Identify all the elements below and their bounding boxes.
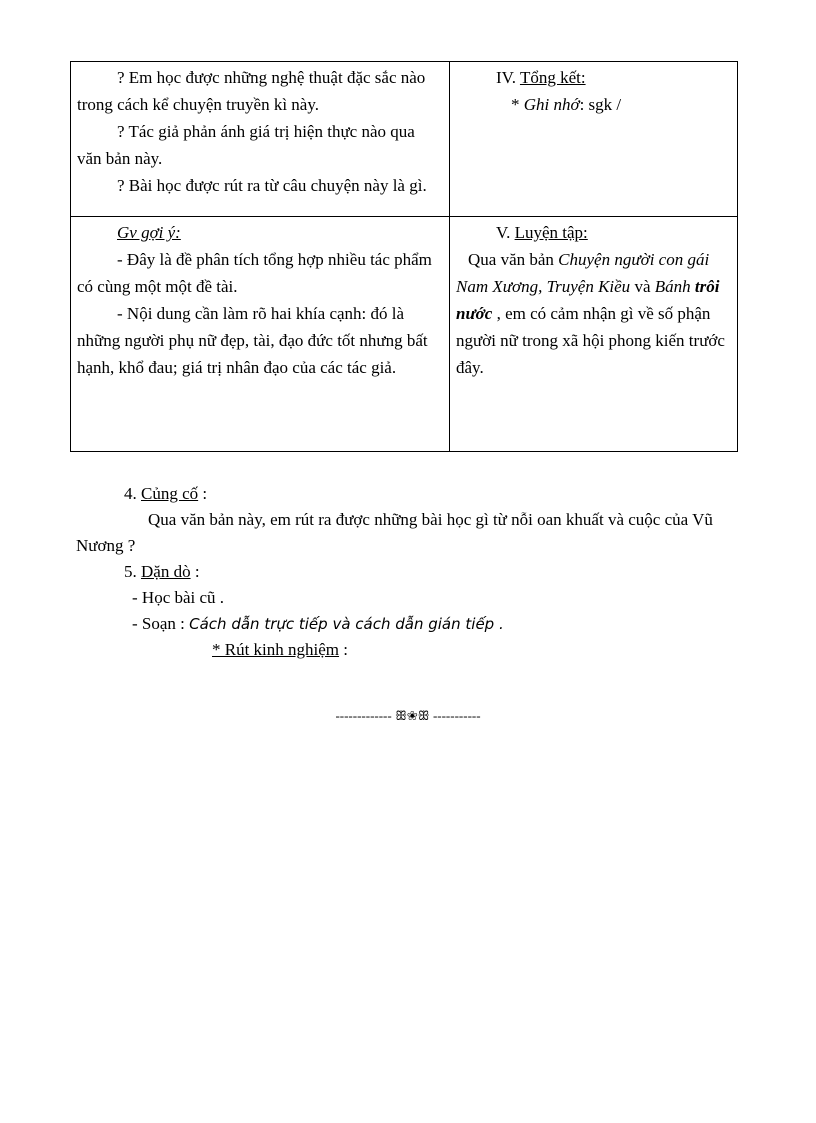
experience-heading: * Rút kinh nghiệm : [212,640,349,659]
practice-text: Qua văn bản Chuyện người con gái Nam Xương, Truyện Kiều và Bánh trôi nước , em có cảm nhận gì về số phận người nữ trong xã hội phong kiến trước đây. [456,250,725,377]
table-row [71,62,738,217]
consolidate-heading: 4. Củng cố : [124,484,208,503]
hint-paragraph-1: - Đây là đề phân tích tổng hợp nhiều tác phẩm có cùng một một đề tài. [77,250,432,296]
question-2: ? Tác giả phản ánh giá trị hiện thực nào qua văn bản này. [77,122,415,168]
summary-cell [450,62,738,217]
summary-heading: IV. Tổng kết: [496,68,586,87]
hint-label: Gv gợi ý: [117,223,181,242]
consolidate-body: Qua văn bản này, em rút ra được những bài học gì từ nỗi oan khuất và cuộc của Vũ Nương ? [76,510,713,555]
practice-heading-label: Luyện tập: [514,223,588,242]
practice-cell [450,217,738,452]
homework-heading: 5. Dặn dò : [124,562,200,581]
hint-cell [71,217,450,452]
memo-label: Ghi nhớ [523,95,580,114]
practice-heading: V. Luyện tập: [496,223,588,242]
lesson-footer [76,481,736,663]
table-row [71,217,738,452]
lesson-table [70,61,738,452]
summary-heading-label: Tổng kết: [519,68,586,87]
hint-heading [77,219,443,246]
section-separator: ------------- ꕥ❀ꕥ ----------- [335,708,481,723]
question-3: ? Bài học được rút ra từ câu chuyện này là gì. [117,176,427,195]
questions-cell [71,62,450,217]
hint-paragraph-2: - Nội dung cần làm rõ hai khía cạnh: đó là những người phụ nữ đẹp, tài, đạo đức tốt nhưng bất hạnh, khổ đau; giá trị nhân đạo của các tác giả. [77,304,428,377]
question-1: ? Em học được những nghệ thuật đặc sắc nào trong cách kể chuyện truyền kì này. [77,68,426,114]
memo-line: * Ghi nhớ: sgk / [511,95,622,114]
homework-item-1: - Học bài cũ . [132,588,225,607]
homework-item-2: - Soạn : Cách dẫn trực tiếp và cách dẫn gián tiếp . [132,614,504,633]
